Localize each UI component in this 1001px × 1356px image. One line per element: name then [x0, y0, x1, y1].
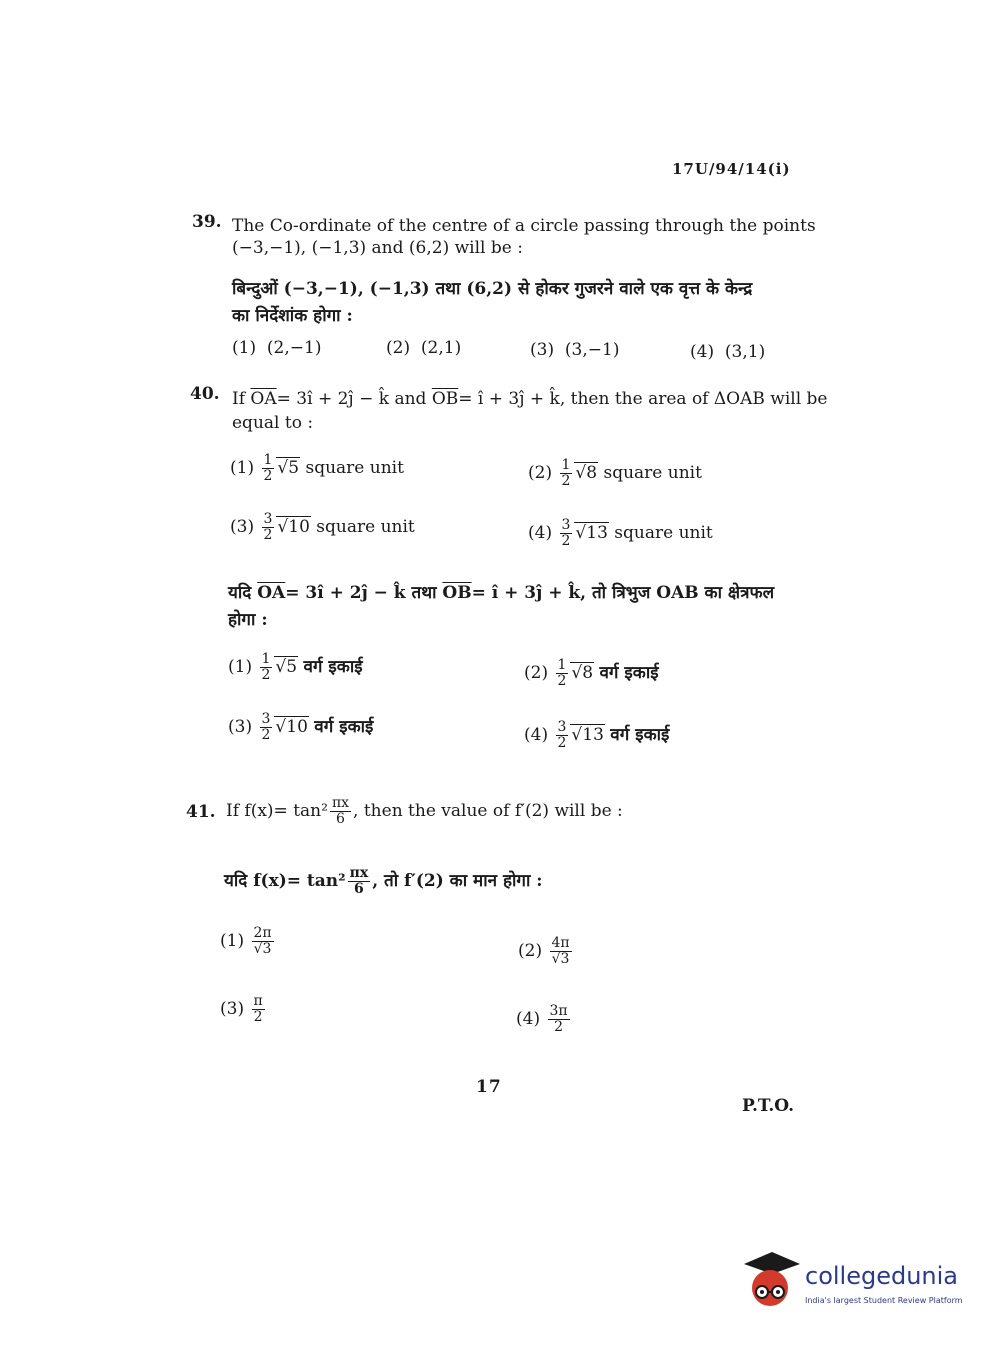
fraction — [260, 652, 273, 683]
fraction — [262, 512, 275, 543]
radical: √10 — [277, 517, 310, 537]
numerator: 3 — [557, 719, 567, 735]
q40-en-option-1 — [230, 453, 404, 484]
denominator: 6 — [354, 881, 364, 897]
unit: वर्ग इकाई — [599, 663, 659, 683]
q40-if: If — [232, 389, 246, 409]
q40-hi-option-1 — [228, 652, 363, 683]
q41-en-pre: If f(x)= tan² — [226, 801, 328, 821]
pto-label: P.T.O. — [742, 1096, 794, 1116]
q41-option-3 — [220, 994, 267, 1025]
denominator: 2 — [263, 527, 273, 543]
q40-stem-hi — [228, 580, 774, 606]
q39-text-hi-1: बिन्दुओं (−3,−1), (−1,3) तथा (6,2) से होकर गुजरने वाले एक वृत्त के केन्द्र — [232, 279, 753, 299]
fraction — [330, 796, 351, 827]
numerator: 1 — [561, 457, 571, 473]
fraction — [262, 453, 275, 484]
unit: वर्ग इकाई — [314, 717, 374, 737]
paper-code: 17U/94/14(i) — [672, 160, 791, 178]
numerator: πx — [349, 865, 369, 881]
q39-text-en-1: The Co-ordinate of the centre of a circle passing through the points — [232, 216, 816, 236]
option-number: (1) — [220, 931, 245, 951]
unit: square unit — [305, 458, 404, 478]
q41-option-1 — [220, 926, 276, 957]
denominator: 2 — [557, 735, 567, 751]
q39-text-hi-2: का निर्देशांक होगा : — [232, 306, 353, 326]
numerator: πx — [331, 795, 350, 811]
denominator: 2 — [261, 667, 271, 683]
option-number: (2) — [518, 941, 543, 961]
radical: √5 — [275, 657, 298, 677]
q39-option-1 — [232, 338, 321, 358]
q40-en-option-3 — [230, 512, 415, 543]
q40-hi-option-4 — [524, 720, 669, 751]
option-number: (3) — [530, 340, 555, 360]
option-value: (3,1) — [724, 342, 766, 362]
radical: √8 — [575, 463, 598, 483]
hi-yadi: यदि — [228, 583, 252, 603]
page-number: 17 — [476, 1077, 502, 1097]
denominator: 2 — [253, 1009, 263, 1025]
vector-ob-expr-hi: = î + 3ĵ + k̂ — [471, 583, 581, 603]
numerator: 3π — [549, 1003, 568, 1019]
option-number: (3) — [230, 517, 255, 537]
q40-hi-option-3 — [228, 712, 373, 743]
radical: √13 — [575, 523, 608, 543]
q41-stem-en — [226, 796, 623, 827]
denominator: 2 — [557, 673, 567, 689]
radical: √10 — [275, 717, 308, 737]
q41-en-post: , then the value of f′(2) will be : — [353, 801, 623, 821]
numerator: 3 — [261, 711, 271, 727]
vector-ob: $\overline{OB}$ — [431, 389, 459, 409]
q39-text-en-2: (−3,−1), (−1,3) and (6,2) will be : — [232, 238, 523, 258]
q39-option-2 — [386, 338, 461, 358]
fraction — [556, 658, 569, 689]
q40-stem-hi-2: होगा : — [228, 610, 268, 630]
option-number: (4) — [690, 342, 715, 362]
question-number-39: 39. — [192, 212, 222, 232]
q39-option-4 — [690, 342, 765, 362]
q39-option-3 — [530, 340, 619, 360]
option-number: (2) — [524, 663, 549, 683]
radical: √8 — [571, 663, 594, 683]
unit: square unit — [614, 523, 713, 543]
vector-oa-hi: $\overline{OA}$ — [257, 583, 286, 603]
numerator: 4π — [551, 935, 570, 951]
q40-stem-en — [232, 388, 827, 410]
logo-tagline: India's largest Student Review Platform — [805, 1296, 963, 1305]
hi-tail: , तो त्रिभुज OAB का क्षेत्रफल — [580, 583, 775, 603]
option-number: (4) — [528, 523, 553, 543]
q41-option-4 — [516, 1004, 572, 1035]
denominator: 2 — [261, 727, 271, 743]
option-value: (3,−1) — [564, 340, 620, 360]
vector-oa-expr-hi: = 3î + 2ĵ − k̂ — [285, 583, 406, 603]
option-number: (3) — [228, 717, 253, 737]
fraction — [556, 720, 569, 751]
option-number: (4) — [524, 725, 549, 745]
denominator: 2 — [263, 468, 273, 484]
question-number-41: 41. — [186, 802, 216, 822]
logo-wordmark: collegedunia — [805, 1262, 959, 1290]
unit: square unit — [603, 463, 702, 483]
radical: √5 — [277, 458, 300, 478]
fraction — [560, 518, 573, 549]
numerator: 1 — [261, 651, 271, 667]
option-value: (2,−1) — [266, 338, 322, 358]
numerator: 2π — [253, 925, 272, 941]
numerator: 1 — [263, 452, 273, 468]
option-number: (1) — [228, 657, 253, 677]
option-number: (3) — [220, 999, 245, 1019]
fraction — [560, 458, 573, 489]
numerator: π — [253, 993, 263, 1009]
vector-ob-hi: $\overline{OB}$ — [442, 583, 472, 603]
fraction — [260, 712, 273, 743]
unit: वर्ग इकाई — [610, 725, 670, 745]
vector-ob-expr: = î + 3ĵ + k̂ — [458, 389, 560, 409]
hi-tatha: तथा — [411, 583, 437, 603]
q40-and: and — [394, 389, 427, 409]
denominator: 2 — [554, 1019, 564, 1035]
denominator: 6 — [336, 811, 345, 827]
option-number: (4) — [516, 1009, 541, 1029]
unit: square unit — [316, 517, 415, 537]
denominator: 2 — [561, 533, 571, 549]
q40-hi-option-2 — [524, 658, 659, 689]
numerator: 3 — [263, 511, 273, 527]
fraction — [550, 936, 572, 967]
denominator: √3 — [551, 951, 570, 967]
option-number: (1) — [232, 338, 257, 358]
fraction — [348, 866, 371, 897]
vector-oa-expr: = 3î + 2ĵ − k̂ — [276, 389, 390, 409]
option-value: (2,1) — [420, 338, 462, 358]
question-number-40: 40. — [190, 384, 220, 404]
fraction — [252, 994, 265, 1025]
q41-hi-post: , तो f′(2) का मान होगा : — [372, 871, 543, 891]
q40-en-option-2 — [528, 458, 702, 489]
option-number: (2) — [386, 338, 411, 358]
q41-hi-pre: यदि f(x)= tan² — [224, 871, 346, 891]
q40-tail-en: , then the area of ΔOAB will be — [559, 389, 828, 409]
denominator: √3 — [253, 941, 272, 957]
fraction — [548, 1004, 570, 1035]
numerator: 3 — [561, 517, 571, 533]
unit: वर्ग इकाई — [303, 657, 363, 677]
radical: √13 — [571, 725, 604, 745]
fraction — [252, 926, 274, 957]
q41-stem-hi — [224, 866, 543, 897]
vector-oa: $\overline{OA}$ — [250, 389, 277, 409]
collegedunia-mascot-icon — [740, 1250, 804, 1312]
q40-stem-en-2: equal to : — [232, 413, 314, 433]
numerator: 1 — [557, 657, 567, 673]
denominator: 2 — [561, 473, 571, 489]
option-number: (1) — [230, 458, 255, 478]
q41-option-2 — [518, 936, 574, 967]
option-number: (2) — [528, 463, 553, 483]
q40-en-option-4 — [528, 518, 713, 549]
